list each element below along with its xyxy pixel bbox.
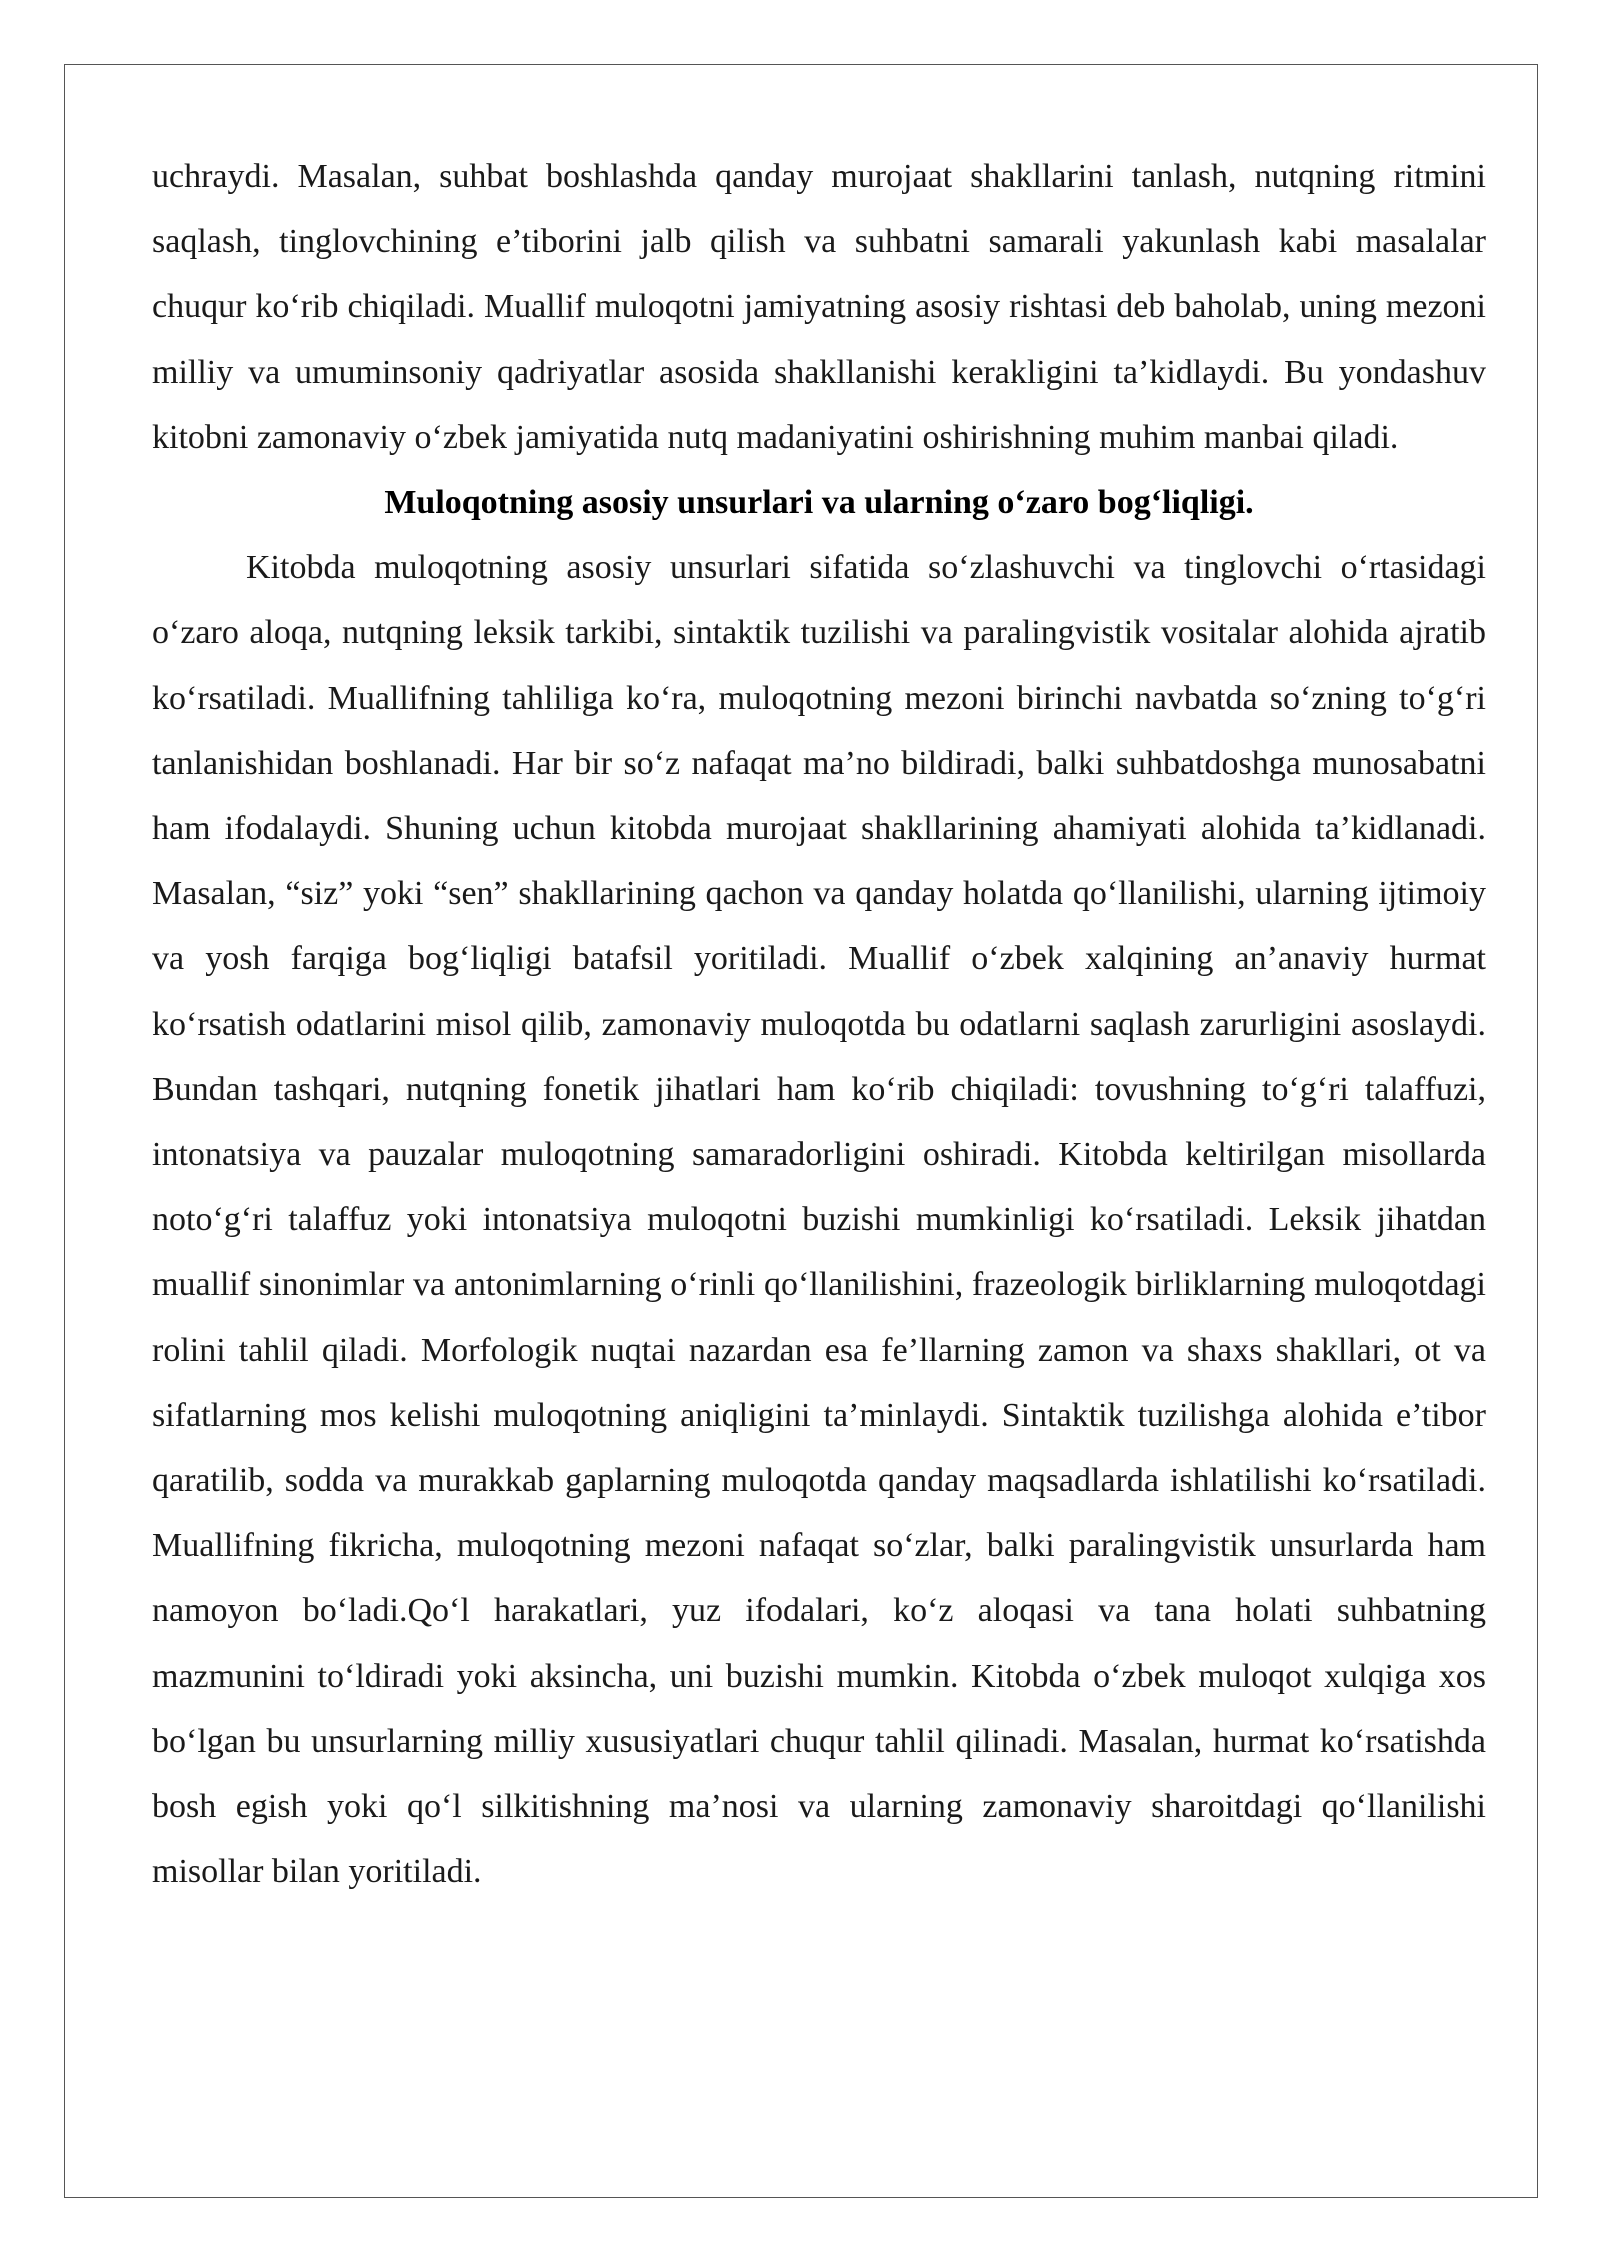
section-heading: Muloqotning asosiy unsurlari va ularning o‘zaro bog‘liqligi. bbox=[384, 484, 1254, 522]
paragraph-main: Kitobda muloqotning asosiy unsurlari sifatida so‘zlashuvchi va tinglovchi o‘rtasidagi o‘zaro aloqa, nutqning leksik tarkibi, sintaktik tuzilishi va paralingvistik vositalar alohida ajratib ko‘rsatiladi. Muallifning tahliliga ko‘ra, muloqotning mezoni birinchi navbatda so‘zning to‘g‘ri tanlanishidan boshlanadi. Har bir so‘z nafaqat ma’no bildiradi, balki suhbatdoshga munosabatni ham ifodalaydi. Shuning uchun kitobda murojaat shakllarining ahamiyati alohida ta’kidlanadi. Masalan, “siz” yoki “sen” shakllarining qachon va qanday holatda qo‘llanilishi, ularning ijtimoiy va yosh farqiga bog‘liqligi batafsil yoritiladi. Muallif o‘zbek xalqining an’anaviy hurmat ko‘rsatish odatlarini misol qilib, zamonaviy muloqotda bu odatlarni saqlash zarurligini asoslaydi. Bundan tashqari, nutqning fonetik jihatlari ham ko‘rib chiqiladi: tovushning to‘g‘ri talaffuzi, intonatsiya va pauzalar muloqotning samaradorligini oshiradi. Kitobda keltirilgan misollarda noto‘g‘ri talaffuz yoki intonatsiya muloqotni buzishi mumkinligi ko‘rsatiladi. Leksik jihatdan muallif sinonimlar va antonimlarning o‘rinli qo‘llanilishini, frazeologik birliklarning muloqotdagi rolini tahlil qiladi. Morfologik nuqtai nazardan esa fe’llarning zamon va shaxs shakllari, ot va sifatlarning mos kelishi muloqotning aniqligini ta’minlaydi. Sintaktik tuzilishga alohida e’tibor qaratilib, sodda va murakkab gaplarning muloqotda qanday maqsadlarda ishlatilishi ko‘rsatiladi. Muallifning fikricha, muloqotning mezoni nafaqat so‘zlar, balki paralingvistik unsurlarda ham namoyon bo‘ladi.Qo‘l harakatlari, yuz ifodalari, ko‘z aloqasi va tana holati suhbatning mazmunini to‘ldiradi yoki aksincha, uni buzishi mumkin. Kitobda o‘zbek muloqot xulqiga xos bo‘lgan bu unsurlarning milliy xususiyatlari chuqur tahlil qilinadi. Masalan, hurmat ko‘rsatishda bosh egish yoki qo‘l silkitishning ma’nosi va ularning zamonaviy sharoitdagi qo‘llanilishi misollar bilan yoritiladi. bbox=[152, 549, 1486, 1891]
document-body bbox=[152, 144, 1486, 1904]
paragraph-continued: uchraydi. Masalan, suhbat boshlashda qanday murojaat shakllarini tanlash, nutqning ritmini saqlash, tinglovchining e’tiborini jalb qilish va suhbatni samarali yakunlash kabi masalalar chuqur ko‘rib chiqiladi. Muallif muloqotni jamiyatning asosiy rishtasi deb baholab, uning mezoni milliy va umuminsoniy qadriyatlar asosida shakllanishi kerakligini ta’kidlaydi. Bu yondashuv kitobni zamonaviy o‘zbek jamiyatida nutq madaniyatini oshirishning muhim manbai qiladi. bbox=[152, 158, 1486, 456]
